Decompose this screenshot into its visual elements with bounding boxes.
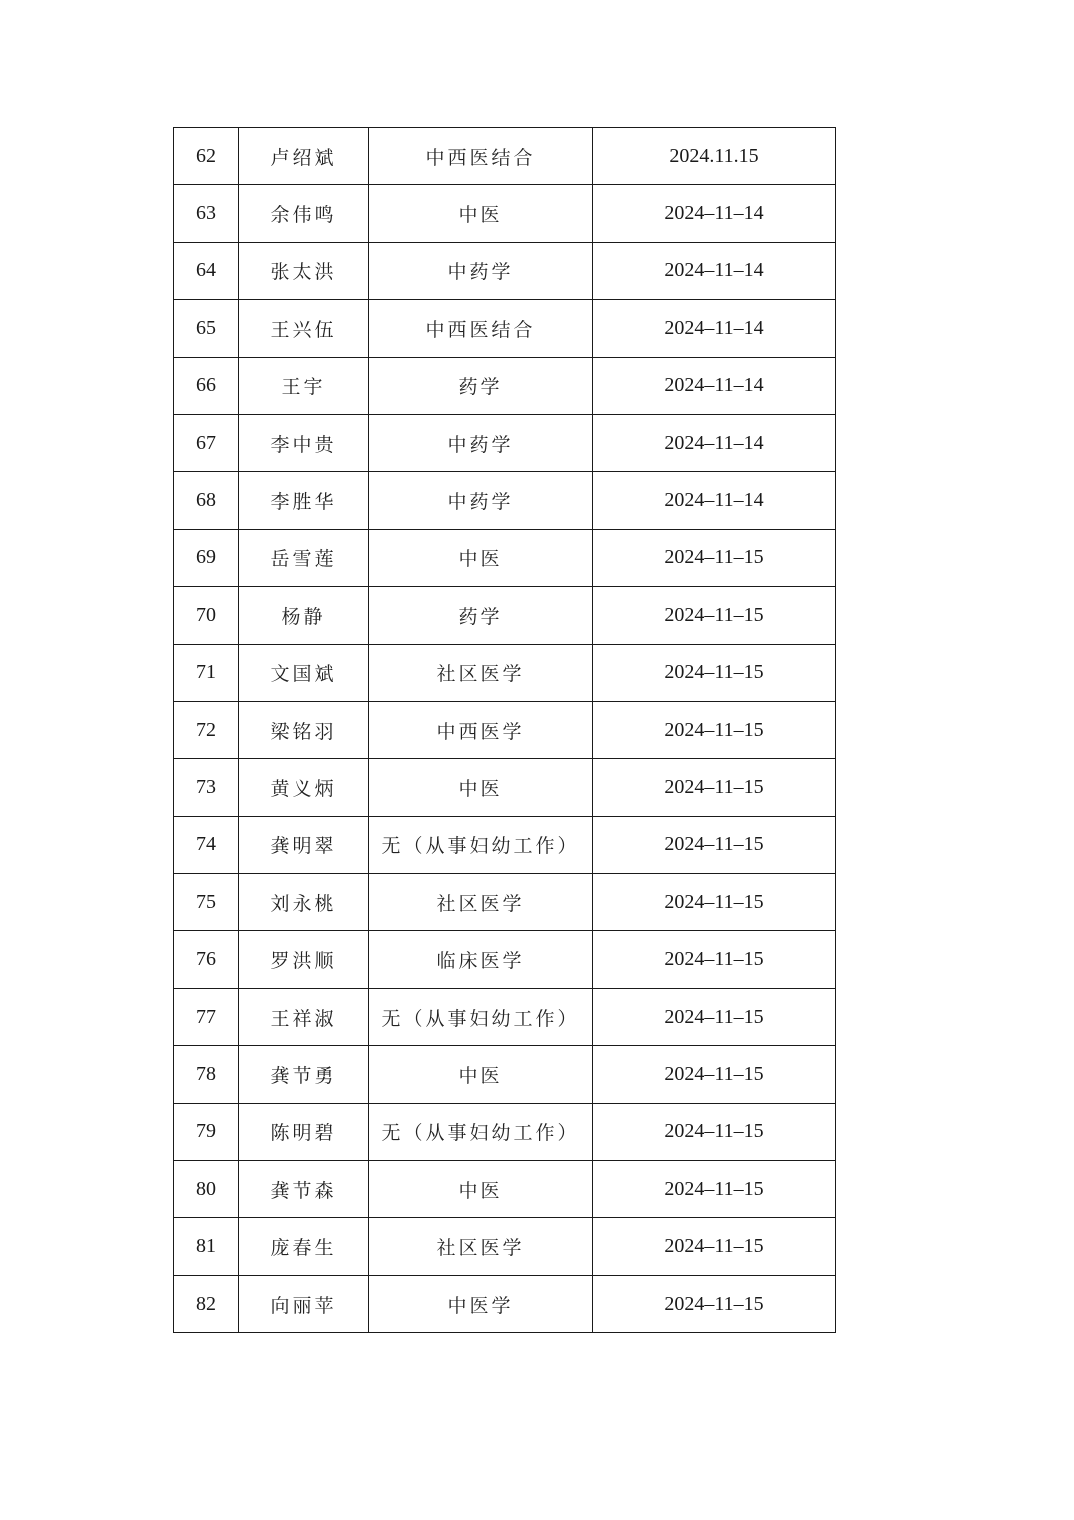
person-name: 文国斌 bbox=[239, 644, 369, 701]
date: 2024–11–15 bbox=[593, 1161, 836, 1218]
roster-table bbox=[173, 127, 836, 1333]
person-name: 卢绍斌 bbox=[239, 128, 369, 185]
row-number: 70 bbox=[174, 587, 239, 644]
row-number: 66 bbox=[174, 357, 239, 414]
date: 2024–11–15 bbox=[593, 644, 836, 701]
table-row bbox=[174, 816, 836, 873]
date: 2024–11–14 bbox=[593, 242, 836, 299]
row-number: 65 bbox=[174, 300, 239, 357]
table-row bbox=[174, 1046, 836, 1103]
table-row bbox=[174, 874, 836, 931]
major: 中西医结合 bbox=[369, 128, 593, 185]
major: 临床医学 bbox=[369, 931, 593, 988]
roster-table-body bbox=[174, 128, 836, 1333]
major: 无（从事妇幼工作） bbox=[369, 816, 593, 873]
person-name: 杨静 bbox=[239, 587, 369, 644]
major: 中医学 bbox=[369, 1275, 593, 1332]
row-number: 80 bbox=[174, 1161, 239, 1218]
table-row bbox=[174, 300, 836, 357]
major: 中医 bbox=[369, 759, 593, 816]
date: 2024–11–14 bbox=[593, 357, 836, 414]
date: 2024–11–15 bbox=[593, 1103, 836, 1160]
person-name: 余伟鸣 bbox=[239, 185, 369, 242]
row-number: 75 bbox=[174, 874, 239, 931]
table-row bbox=[174, 472, 836, 529]
date: 2024–11–15 bbox=[593, 759, 836, 816]
person-name: 龚明翠 bbox=[239, 816, 369, 873]
date: 2024–11–15 bbox=[593, 587, 836, 644]
date: 2024–11–15 bbox=[593, 931, 836, 988]
person-name: 罗洪顺 bbox=[239, 931, 369, 988]
date: 2024–11–14 bbox=[593, 414, 836, 471]
table-row bbox=[174, 185, 836, 242]
table-row bbox=[174, 931, 836, 988]
major: 中西医学 bbox=[369, 701, 593, 758]
row-number: 64 bbox=[174, 242, 239, 299]
table-row bbox=[174, 529, 836, 586]
row-number: 71 bbox=[174, 644, 239, 701]
date: 2024–11–14 bbox=[593, 472, 836, 529]
row-number: 81 bbox=[174, 1218, 239, 1275]
row-number: 74 bbox=[174, 816, 239, 873]
major: 中医 bbox=[369, 185, 593, 242]
table-row bbox=[174, 1103, 836, 1160]
row-number: 77 bbox=[174, 988, 239, 1045]
major: 中医 bbox=[369, 1161, 593, 1218]
person-name: 刘永桃 bbox=[239, 874, 369, 931]
table-row bbox=[174, 1161, 836, 1218]
major: 社区医学 bbox=[369, 874, 593, 931]
major: 药学 bbox=[369, 587, 593, 644]
table-row bbox=[174, 128, 836, 185]
table-row bbox=[174, 644, 836, 701]
person-name: 王宇 bbox=[239, 357, 369, 414]
row-number: 69 bbox=[174, 529, 239, 586]
row-number: 72 bbox=[174, 701, 239, 758]
row-number: 63 bbox=[174, 185, 239, 242]
row-number: 62 bbox=[174, 128, 239, 185]
person-name: 岳雪莲 bbox=[239, 529, 369, 586]
date: 2024–11–15 bbox=[593, 988, 836, 1045]
major: 中药学 bbox=[369, 242, 593, 299]
row-number: 67 bbox=[174, 414, 239, 471]
table-row bbox=[174, 587, 836, 644]
table-row bbox=[174, 1218, 836, 1275]
row-number: 79 bbox=[174, 1103, 239, 1160]
date: 2024–11–15 bbox=[593, 529, 836, 586]
major: 中药学 bbox=[369, 472, 593, 529]
table-row bbox=[174, 988, 836, 1045]
table-row bbox=[174, 1275, 836, 1332]
person-name: 向丽苹 bbox=[239, 1275, 369, 1332]
major: 中药学 bbox=[369, 414, 593, 471]
person-name: 梁铭羽 bbox=[239, 701, 369, 758]
date: 2024–11–15 bbox=[593, 1218, 836, 1275]
table-row bbox=[174, 759, 836, 816]
person-name: 庞春生 bbox=[239, 1218, 369, 1275]
person-name: 张太洪 bbox=[239, 242, 369, 299]
table-row bbox=[174, 701, 836, 758]
row-number: 78 bbox=[174, 1046, 239, 1103]
table-row bbox=[174, 357, 836, 414]
person-name: 龚节森 bbox=[239, 1161, 369, 1218]
person-name: 李胜华 bbox=[239, 472, 369, 529]
person-name: 龚节勇 bbox=[239, 1046, 369, 1103]
person-name: 王祥淑 bbox=[239, 988, 369, 1045]
date: 2024–11–15 bbox=[593, 1046, 836, 1103]
table-row bbox=[174, 242, 836, 299]
person-name: 王兴伍 bbox=[239, 300, 369, 357]
date: 2024–11–14 bbox=[593, 185, 836, 242]
date: 2024–11–15 bbox=[593, 1275, 836, 1332]
major: 中西医结合 bbox=[369, 300, 593, 357]
person-name: 陈明碧 bbox=[239, 1103, 369, 1160]
major: 中医 bbox=[369, 529, 593, 586]
row-number: 82 bbox=[174, 1275, 239, 1332]
major: 无（从事妇幼工作） bbox=[369, 988, 593, 1045]
major: 无（从事妇幼工作） bbox=[369, 1103, 593, 1160]
date: 2024–11–15 bbox=[593, 816, 836, 873]
major: 社区医学 bbox=[369, 644, 593, 701]
major: 中医 bbox=[369, 1046, 593, 1103]
table-row bbox=[174, 414, 836, 471]
date: 2024.11.15 bbox=[593, 128, 836, 185]
major: 社区医学 bbox=[369, 1218, 593, 1275]
row-number: 76 bbox=[174, 931, 239, 988]
row-number: 73 bbox=[174, 759, 239, 816]
date: 2024–11–14 bbox=[593, 300, 836, 357]
person-name: 李中贵 bbox=[239, 414, 369, 471]
date: 2024–11–15 bbox=[593, 874, 836, 931]
row-number: 68 bbox=[174, 472, 239, 529]
person-name: 黄义炳 bbox=[239, 759, 369, 816]
major: 药学 bbox=[369, 357, 593, 414]
date: 2024–11–15 bbox=[593, 701, 836, 758]
